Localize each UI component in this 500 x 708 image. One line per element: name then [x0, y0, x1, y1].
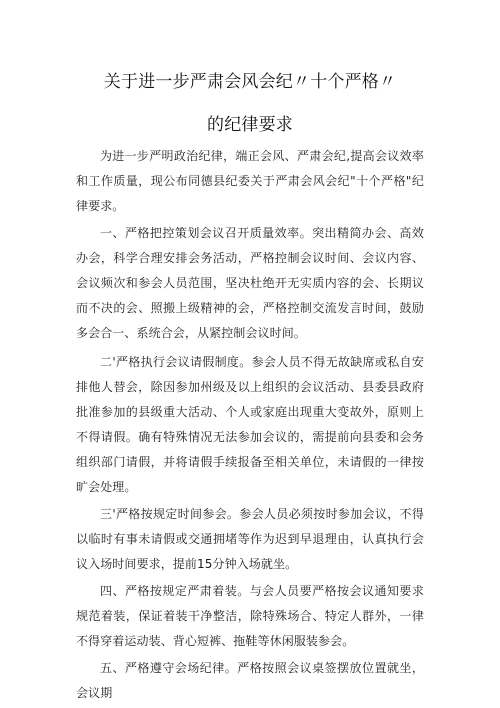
document-title-line-2: 的纪律要求 — [207, 115, 293, 135]
paragraph-item-5: 五、严格遵守会场纪律。严格按照会议桌签摆放位置就坐，会议期 — [76, 661, 424, 700]
paragraph-intro: 为进一步严明政治纪律，端正会风、严肃会纪,提高会议效率和工作质量，现公布同德县纪委关于严肃会风会纪"十个严格"纪律要求。 — [76, 149, 424, 213]
paragraph-item-1: 一、严格把控策划会议召开质量效率。突出精简办会、高效办会，科学合理安排会务活动，严格控制会议时间、会议内容、会议频次和参会人员范围，坚决杜绝开无实质内容的会、长期议而不决的会、照搬上级精神的会，严格控制交流发言时间，鼓励多会合一、系统合会，从紧控制会议时间。 — [76, 226, 424, 340]
paragraph-item-4: 四、严格按规定严肃着装。与会人员要严格按会议通知要求规范着装，保证着装干净整洁，除特殊场合、特定人群外，一律不得穿着运动装、背心短裤、拖鞋等休闲服装参会。 — [76, 584, 424, 648]
paragraph-item-3: 三'严格按规定时间参会。参会人员必须按时参加会议，不得以临时有事未请假或交通拥堵等作为迟到早退理由，认真执行会议入场时间要求，提前15分钟入场就坐。 — [76, 507, 424, 571]
document-title-line-1: 关于进一步严肃会风会纪〃十个严格〃 — [103, 72, 397, 92]
document-body — [76, 144, 424, 708]
paragraph-item-2: 二'严格执行会议请假制度。参会人员不得无故缺席或私自安排他人替会，除因参加州级及以上组织的会议活动、县委县政府批准参加的县级重大活动、个人或家庭出现重大变故外，原则上不得请假。确有特殊情况无法参加会议的，需提前向县委和会务组织部门请假，并将请假手续报备至相关单位，未请假的一律按旷会处理。 — [76, 355, 424, 494]
